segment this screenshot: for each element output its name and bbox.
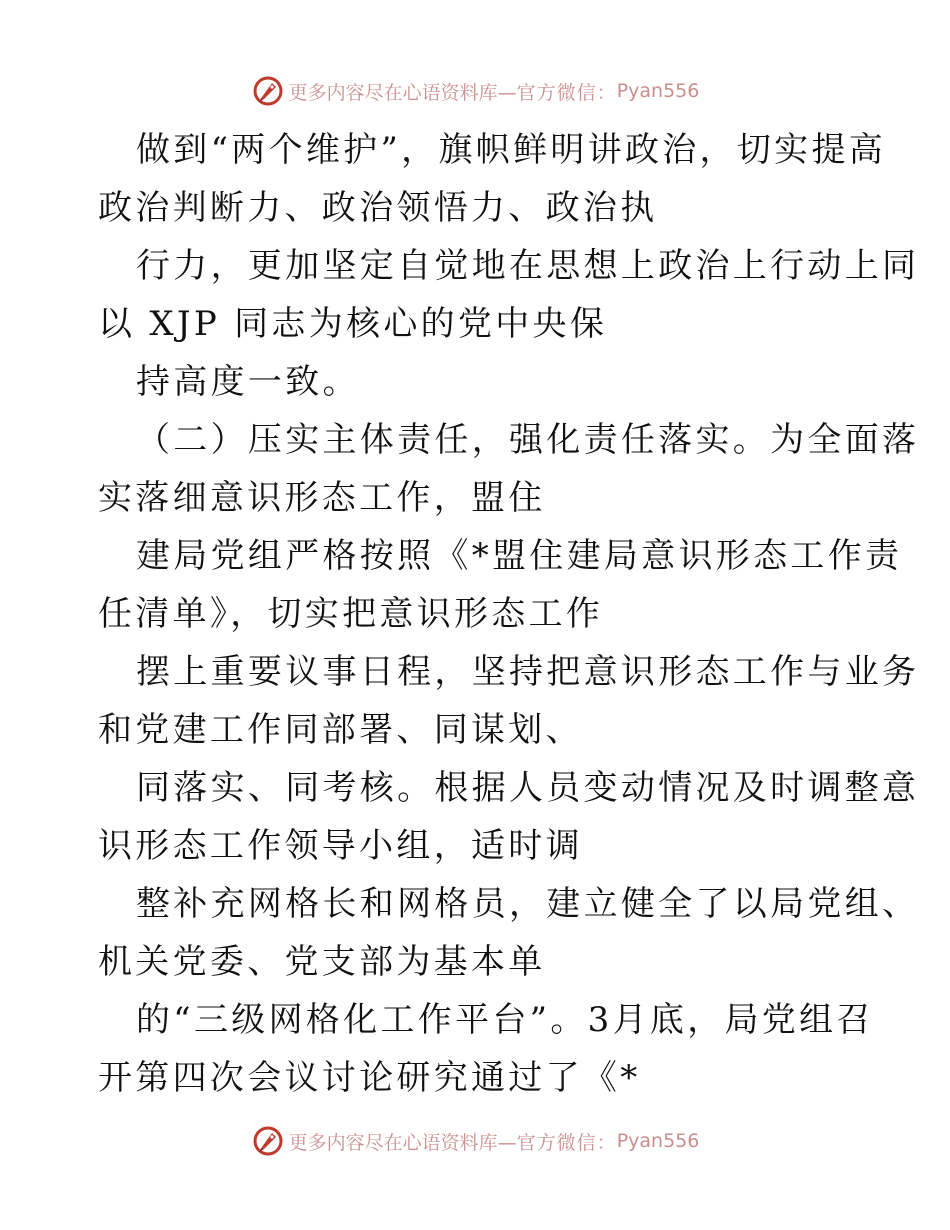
- text-line: 机关党委、党支部为基本单: [98, 942, 546, 982]
- pen-nib-logo-icon: [251, 1124, 285, 1158]
- text-line: 以 XJP 同志为核心的党中央保: [98, 304, 608, 344]
- text-line: 的“三级网格化工作平台”。3月底，局党组召: [136, 1000, 874, 1040]
- header-watermark: [0, 71, 950, 111]
- text-line: 和党建工作同部署、同谋划、: [98, 710, 583, 750]
- text-line: 整补充网格长和网格员，建立健全了以局党组、: [136, 884, 920, 924]
- text-line: 行力，更加坚定自觉地在思想上政治上行动上同: [136, 246, 920, 286]
- section-heading-line: （二）压实主体责任，强化责任落实。为全面落: [136, 420, 920, 460]
- footer-watermark: [0, 1121, 950, 1161]
- watermark-text: 更多内容尽在心语资料库—: [288, 81, 517, 104]
- text-line: 实落细意识形态工作，盟住: [98, 478, 546, 518]
- text-line: 政治判断力、政治领悟力、政治执: [98, 188, 658, 228]
- text-line: 做到“两个维护”，旗帜鲜明讲政治，切实提高: [136, 130, 887, 170]
- text-line: 同落实、同考核。根据人员变动情况及时调整意: [136, 768, 920, 808]
- text-line: 任清单》，切实把意识形态工作: [98, 594, 604, 634]
- watermark-contact-label: 官方微信：: [516, 81, 617, 104]
- text-line: 摆上重要议事日程，坚持把意识形态工作与业务: [136, 652, 920, 692]
- text-line: 建局党组严格按照《*盟住建局意识形态工作责: [136, 536, 903, 576]
- text-line: 持高度一致。: [136, 362, 360, 402]
- watermark-contact-label: 官方微信：: [516, 1131, 617, 1154]
- text-line: 识形态工作领导小组，适时调: [98, 826, 583, 866]
- watermark-text: 更多内容尽在心语资料库—: [288, 1131, 517, 1154]
- pen-nib-logo-icon: [251, 74, 285, 108]
- watermark-contact-id: Pyan556: [616, 1130, 700, 1152]
- watermark-contact-id: Pyan556: [616, 80, 700, 102]
- text-line: 开第四次会议讨论研究通过了《*: [98, 1058, 641, 1098]
